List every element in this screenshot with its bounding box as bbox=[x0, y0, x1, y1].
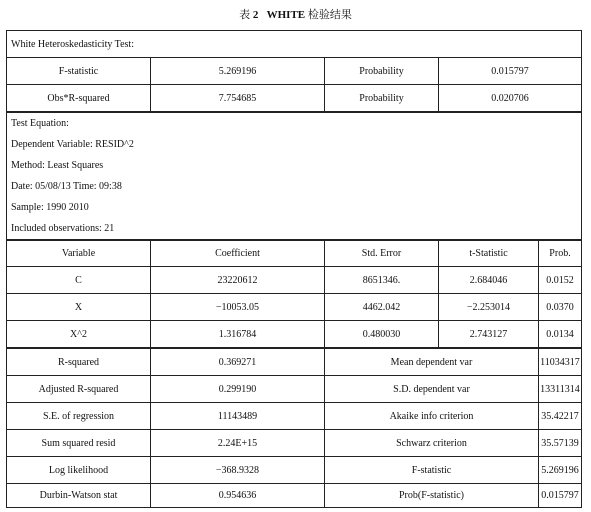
table-row bbox=[7, 430, 581, 457]
variable-cell: X^2 bbox=[7, 321, 151, 347]
info-line: Included observations: 21 bbox=[11, 223, 115, 234]
variable-cell: X bbox=[7, 294, 151, 320]
stat-value: 5.269196 bbox=[541, 464, 579, 476]
stat-label: F-statistic bbox=[325, 457, 539, 483]
prob-cell: 0.0370 bbox=[546, 301, 574, 313]
column-header: Coefficient bbox=[151, 241, 325, 266]
stat-label: Obs*R-squared bbox=[7, 85, 151, 111]
test-title: White Heteroskedasticity Test: bbox=[11, 38, 134, 50]
stat-label: F-statistic bbox=[7, 58, 151, 84]
table-row bbox=[7, 403, 581, 430]
stat-value: 13311314 bbox=[540, 383, 580, 395]
stat-value: 35.57139 bbox=[541, 437, 579, 449]
caption-prefix: 表 bbox=[239, 9, 251, 21]
column-header: t-Statistic bbox=[439, 241, 539, 266]
stat-label: Log likelihood bbox=[7, 457, 151, 483]
table-row bbox=[7, 267, 581, 294]
coef-header-row bbox=[7, 241, 581, 267]
prob-value: 0.020706 bbox=[491, 92, 529, 104]
stat-label: Schwarz criterion bbox=[325, 430, 539, 456]
stat-label: Adjusted R-squared bbox=[7, 376, 151, 402]
t-statistic-cell: 2.743127 bbox=[439, 321, 539, 347]
stat-value: 7.754685 bbox=[151, 85, 325, 111]
info-line: Test Equation: bbox=[11, 118, 69, 129]
table-row bbox=[7, 321, 581, 349]
caption-number: 2 bbox=[252, 9, 259, 21]
stat-label: S.D. dependent var bbox=[325, 376, 539, 402]
column-header: Variable bbox=[7, 241, 151, 266]
stat-value: −368.9328 bbox=[151, 457, 325, 483]
t-statistic-cell: 2.684046 bbox=[439, 267, 539, 293]
stat-value: 11143489 bbox=[151, 403, 325, 429]
stat-value: 35.42217 bbox=[541, 410, 579, 422]
column-header: Prob. bbox=[549, 248, 571, 259]
t-statistic-cell: −2.253014 bbox=[439, 294, 539, 320]
info-line: Sample: 1990 2010 bbox=[11, 202, 89, 213]
table-row bbox=[7, 484, 581, 507]
prob-cell: 0.0134 bbox=[546, 328, 574, 340]
stat-label: Mean dependent var bbox=[325, 349, 539, 375]
stat-value: 11034317 bbox=[540, 356, 580, 368]
table-row bbox=[7, 457, 581, 484]
info-line: Dependent Variable: RESID^2 bbox=[11, 139, 134, 150]
coefficient-cell: 1.316784 bbox=[151, 321, 325, 347]
column-header: Std. Error bbox=[325, 241, 439, 266]
stat-label: Akaike info criterion bbox=[325, 403, 539, 429]
table-row bbox=[7, 85, 581, 113]
caption-title: WHITE bbox=[266, 9, 306, 21]
info-line: Date: 05/08/13 Time: 09:38 bbox=[11, 181, 122, 192]
variable-cell: C bbox=[7, 267, 151, 293]
stat-value: 5.269196 bbox=[151, 58, 325, 84]
stat-value: 0.369271 bbox=[151, 349, 325, 375]
stat-label: R-squared bbox=[7, 349, 151, 375]
table-caption bbox=[0, 6, 591, 22]
stat-label: Durbin-Watson stat bbox=[7, 484, 151, 507]
stat-label: Prob(F-statistic) bbox=[325, 484, 539, 507]
stat-value: 0.954636 bbox=[151, 484, 325, 507]
caption-suffix: 检验结果 bbox=[307, 9, 352, 21]
test-equation-info bbox=[7, 113, 581, 241]
table-row bbox=[7, 349, 581, 376]
stat-value: 0.299190 bbox=[151, 376, 325, 402]
stat-label: Sum squared resid bbox=[7, 430, 151, 456]
std-error-cell: 4462.042 bbox=[325, 294, 439, 320]
info-line: Method: Least Squares bbox=[11, 160, 104, 171]
prob-label: Probability bbox=[325, 85, 439, 111]
coefficient-cell: −10053.05 bbox=[151, 294, 325, 320]
std-error-cell: 0.480030 bbox=[325, 321, 439, 347]
table-row bbox=[7, 376, 581, 403]
stat-label: S.E. of regression bbox=[7, 403, 151, 429]
test-title-row bbox=[7, 31, 581, 58]
prob-cell: 0.0152 bbox=[546, 274, 574, 286]
std-error-cell: 8651346. bbox=[325, 267, 439, 293]
prob-label: Probability bbox=[325, 58, 439, 84]
stat-value: 2.24E+15 bbox=[151, 430, 325, 456]
coefficient-cell: 23220612 bbox=[151, 267, 325, 293]
table-row bbox=[7, 294, 581, 321]
table-row bbox=[7, 58, 581, 85]
white-test-table bbox=[6, 30, 582, 508]
prob-value: 0.015797 bbox=[491, 65, 529, 77]
stat-value: 0.015797 bbox=[541, 490, 579, 501]
